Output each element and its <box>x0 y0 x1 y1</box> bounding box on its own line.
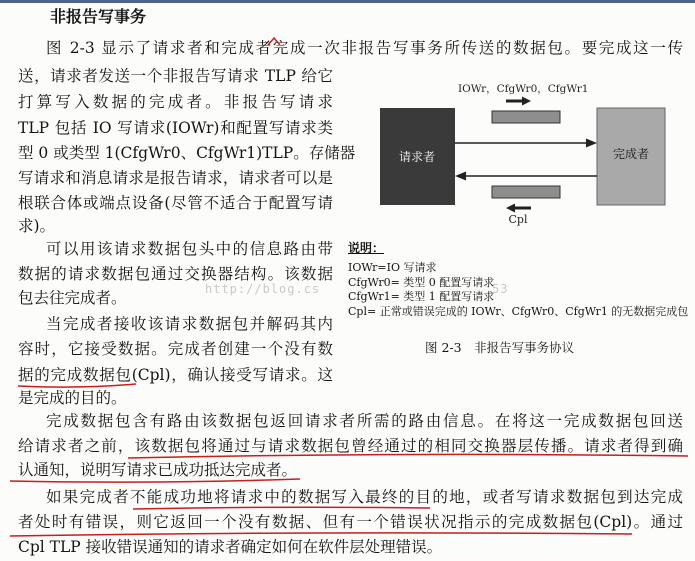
completion-packet <box>492 186 560 198</box>
completer-label: 完成者 <box>612 147 650 161</box>
text-line: 认通知，说明写请求已成功抵达完成者。 <box>18 461 298 479</box>
text-line: 如果完成者不能成功地将请求中的数据写入最终的目的地，或者写请求数据包到达完成 <box>46 488 683 506</box>
text-line: 图 2-3 显示了请求者和完成者完成一次非报告写事务所传送的数据包。要完成这一传 <box>46 39 683 57</box>
text-line: 完成数据包含有路由该数据包返回请求者所需的路由信息。在将这一完成数据包回送 <box>46 412 683 430</box>
request-path-arrow <box>455 139 597 148</box>
text-line: Cpl TLP 接收错误通知的请求者确定如何在软件层处理错误。 <box>18 538 443 556</box>
text-line: 可以用该请求数据包头中的信息路由带 <box>46 240 333 258</box>
text-line: TLP 包括 IO 写请求(IOWr)和配置写请求类 <box>18 119 333 137</box>
figure-caption: 图 2-3 非报告写事务协议 <box>425 340 575 355</box>
text-line: 送，请求者发送一个非报告写请求 TLP 给它 <box>18 67 333 85</box>
text-line: 求)。 <box>18 217 56 235</box>
text-line: 据的完成数据包(Cpl)，确认接受写请求。这 <box>18 366 333 384</box>
text-line: 当完成者接收该请求数据包并解码其内 <box>46 315 333 333</box>
legend-title: 说明： <box>348 241 385 255</box>
completion-path-arrow <box>455 172 597 181</box>
legend-item: CfgWr0= 类型 0 配置写请求 <box>348 276 495 289</box>
text-line: 打算写入数据的完成者。非报告写请求 <box>18 93 333 111</box>
text-line: 给请求者之前，该数据包将通过与请求数据包曾经通过的相同交换器层传播。请求者得到确 <box>18 437 683 455</box>
legend-item: IOWr=IO 写请求 <box>348 261 437 274</box>
text-line: 者处时有错误，则它返回一个没有数据、但有一个错误状况指示的完成数据包(Cpl)。通过 <box>18 513 683 531</box>
completion-direction-arrow <box>506 204 531 213</box>
legend-item: Cpl= 正常或错误完成的 IOWr、CfgWr0、CfgWr1 的无数据完成包 <box>348 305 689 318</box>
request-packet-label: IOWr，CfgWr0，CfgWr1 <box>458 83 589 95</box>
request-packet <box>492 111 560 123</box>
text-line: 根联合体或端点设备(尽管不适合于配置写请 <box>18 194 333 212</box>
text-line: 写请求和消息请求是报告请求，请求者可以是 <box>18 169 333 187</box>
text-line: 是完成的目的。 <box>18 389 127 407</box>
requester-label: 请求者 <box>398 150 436 164</box>
completion-packet-label: Cpl <box>508 213 528 226</box>
text-line: 数据的请求数据包通过交换器结构。该数据 <box>18 265 333 283</box>
request-direction-arrow <box>506 97 531 106</box>
text-line: 包去往完成者。 <box>18 289 127 307</box>
watermark: 53 <box>492 282 509 296</box>
legend-item: CfgWr1= 类型 1 配置写请求 <box>348 290 495 303</box>
section-heading: 非报告写事务 <box>50 7 147 26</box>
text-line: 型 0 或类型 1(CfgWr0、CfgWr1)TLP。存储器 <box>18 144 356 162</box>
watermark: http://blog.cs <box>205 282 321 296</box>
text-line: 容时，它接受数据。完成者创建一个没有数 <box>18 340 333 358</box>
